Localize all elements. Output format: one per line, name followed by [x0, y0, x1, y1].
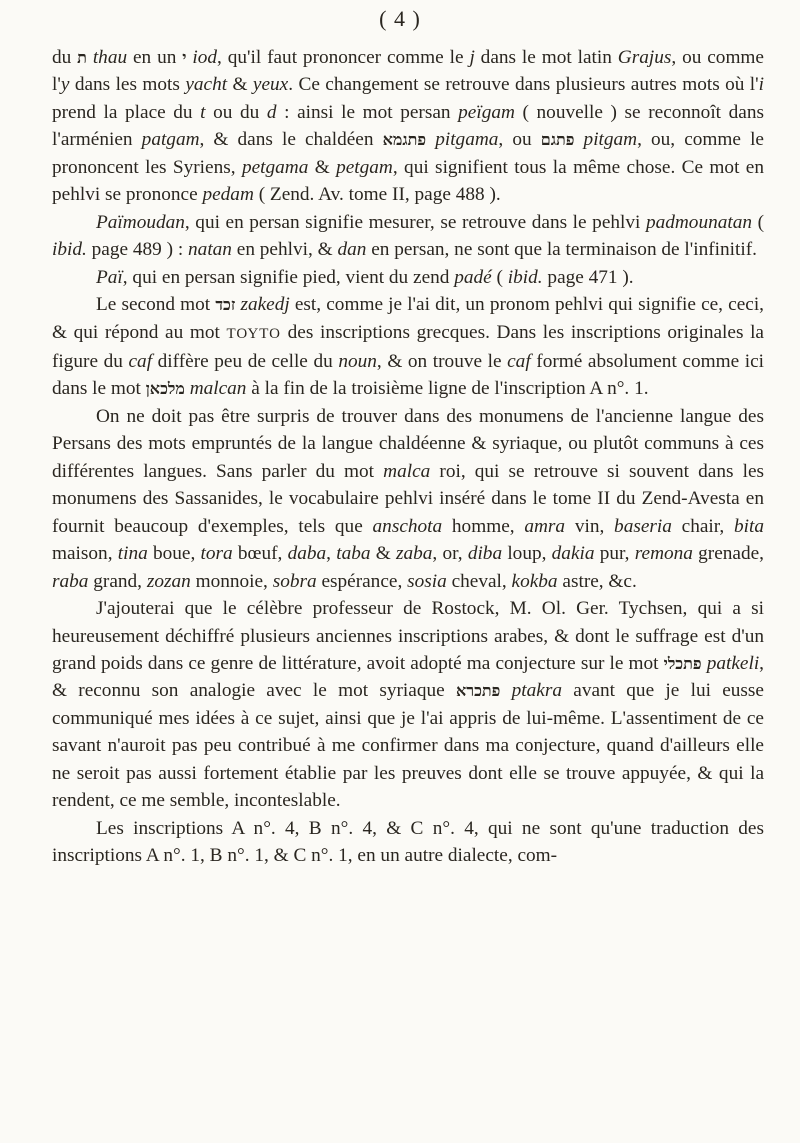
- text-run: espérance,: [316, 570, 408, 592]
- text-run: grand,: [88, 570, 147, 592]
- text-run: chair,: [671, 515, 734, 537]
- text-run: page 471 ).: [542, 266, 634, 288]
- italic-word: caf: [507, 350, 531, 372]
- text-run: en persan, ne sont que la terminaison de l'infinitif.: [366, 239, 757, 261]
- text-run: dans les mots: [69, 74, 186, 96]
- hebrew-word: פתכלי: [663, 653, 702, 673]
- text-run: du: [52, 47, 78, 68]
- italic-word: iod: [192, 47, 217, 68]
- text-run: avant que je lui eusse communiqué mes idées à ce sujet, ainsi que je l'ai appris de lui-même. L'assentiment de ce savant n'auroit pas peu contribué à me confirmer dans ma conjecture, quand d'ailleurs elle ne seroit pas aussi fortement établie par les preuves dont elle se trouve appuyée, & qui la rendent, ce me semble, inconteslable.: [52, 680, 764, 812]
- text-run: On ne doit pas être surpris de trouver dans des monumens de l'ancienne langue des Persans des mots empruntés de la langue chaldéenne & syriaque, ou plutôt communs à ces différentes langues. Sans parler du mot: [52, 405, 764, 482]
- text-run: . Ce changement se retrouve dans plusieurs autres mots où l': [288, 74, 759, 96]
- text-run: monnoie,: [190, 570, 273, 592]
- text-run: , ou comme l': [52, 47, 764, 96]
- italic-word: caf: [128, 350, 153, 372]
- text-run: , & on trouve le: [376, 350, 508, 372]
- text-run: en un: [127, 47, 183, 68]
- italic-word: noun: [338, 350, 377, 372]
- paragraph-3: [52, 264, 764, 291]
- text-run: prend la place du: [52, 101, 201, 123]
- text-run: , ou, comme le prononcent les Syriens,: [52, 129, 764, 178]
- text-run: ou du: [205, 101, 267, 123]
- italic-word: tora: [200, 543, 233, 565]
- paragraph-7: [52, 815, 764, 870]
- italic-word: padé: [454, 266, 492, 288]
- italic-word: daba: [287, 543, 327, 565]
- italic-word: zozan: [146, 570, 191, 592]
- text-run: bœuf,: [232, 543, 288, 565]
- text-run: astre, &c.: [557, 570, 637, 592]
- italic-word: bita: [734, 515, 764, 537]
- italic-word: malca: [383, 460, 431, 482]
- italic-word: kokba: [511, 570, 558, 592]
- paragraph-6: [52, 595, 764, 815]
- italic-word: pitgam: [583, 129, 638, 151]
- text-run: , qui signifient tous la même chose. Ce mot en pehlvi se prononce: [52, 156, 764, 206]
- italic-word: yeux: [252, 74, 289, 96]
- text-run: boue,: [147, 543, 201, 565]
- text-run: homme,: [442, 515, 525, 537]
- greek-word: ΤΟΥΤΟ: [226, 325, 282, 342]
- italic-word: remona: [634, 543, 693, 565]
- hebrew-word: פתגמא: [382, 130, 427, 150]
- text-run: , ou: [498, 129, 541, 151]
- italic-word: dan: [337, 239, 367, 261]
- text-run: page 489 ) :: [86, 239, 189, 261]
- italic-word: petgama: [241, 156, 309, 178]
- hebrew-word: זכד: [215, 295, 236, 315]
- italic-word: thau: [92, 47, 128, 68]
- italic-word: Paï: [96, 266, 123, 288]
- text-run: formé absolument comme ici dans le mot: [52, 350, 764, 400]
- italic-word: taba: [336, 543, 371, 565]
- text-run: pur,: [594, 543, 635, 565]
- text-run: &: [227, 74, 253, 96]
- text-run: , or,: [432, 543, 468, 565]
- italic-word: malcan: [189, 378, 247, 400]
- text-run: [500, 680, 511, 701]
- italic-word: ibid.: [52, 239, 87, 261]
- text-run: ( Zend. Av. tome II, page 488 ).: [253, 184, 501, 206]
- text-run: en pehlvi, &: [231, 239, 338, 261]
- italic-word: diba: [467, 543, 503, 565]
- italic-word: anschota: [372, 515, 443, 537]
- italic-word: baseria: [614, 515, 672, 537]
- text-run: , & reconnu son analogie avec le mot syriaque: [52, 652, 764, 702]
- text-run: &: [370, 543, 396, 565]
- text-run: , qu'il faut prononcer comme le: [217, 47, 470, 68]
- paragraph-1: [52, 44, 764, 209]
- italic-word: t: [200, 101, 206, 123]
- text-run: Les inscriptions A n°. 4, B n°. 4, & C n°. 4, qui ne sont qu'une traduction des inscriptions A n°. 1, B n°. 1, & C n°. 1, en un autre dialecte, com-: [52, 817, 764, 867]
- italic-word: ptakra: [511, 680, 562, 702]
- text-run: , & dans le chaldéen: [199, 129, 383, 151]
- hebrew-word: פתגם: [540, 130, 575, 150]
- text-run: dans le mot latin: [474, 47, 618, 68]
- text-run: roi, qui se retrouve si souvent dans les monumens des Sassanides, le vocabulaire pehlvi inséré dans le tome II du Zend-Avesta en fournit beaucoup d'exemples, tels que: [52, 460, 765, 537]
- italic-word: amra: [524, 515, 566, 537]
- hebrew-word: מלכאן: [145, 379, 185, 399]
- italic-word: Païmoudan: [96, 211, 185, 233]
- text-run: [574, 129, 583, 150]
- text-run: cheval,: [446, 570, 512, 592]
- page-number: ( 4 ): [379, 6, 421, 31]
- text-run: ,: [326, 543, 337, 565]
- hebrew-word: י: [182, 48, 187, 67]
- text-run: J'ajouterai que le célèbre professeur de Rostock, M. Ol. Ger. Tychsen, qui a si heureusement déchiffré plusieurs anciennes inscriptions arabes, & dont le suffrage est d'un grand poids dans ce genre de littérature, avoit adopté ma conjecture sur le mot: [52, 598, 764, 674]
- text-run: : ainsi le mot persan: [276, 101, 459, 123]
- italic-word: sobra: [272, 570, 317, 592]
- italic-word: y: [60, 74, 70, 96]
- italic-word: d: [266, 101, 277, 123]
- italic-word: zaba: [395, 543, 433, 565]
- paragraph-5: [52, 403, 764, 595]
- italic-word: raba: [52, 570, 89, 592]
- text-run: [426, 129, 435, 150]
- italic-word: pedam: [202, 184, 254, 206]
- italic-word: dakia: [551, 543, 595, 565]
- italic-word: tina: [117, 543, 148, 565]
- text-run: est, comme je l'ai dit, un pronom pehlvi qui signifie ce, ceci, & qui répond au mot: [52, 294, 764, 343]
- italic-word: natan: [188, 239, 232, 261]
- text-run: (: [752, 211, 764, 233]
- italic-word: petgam: [336, 156, 393, 178]
- text-run: Le second mot: [96, 294, 216, 316]
- text-run: des inscriptions grecques. Dans les inscriptions originales la figure du: [52, 321, 764, 372]
- text-run: ( nouvelle ) se reconnoît dans l'arménien: [52, 101, 764, 151]
- italic-word: sosia: [407, 570, 447, 592]
- text-run: grenade,: [692, 543, 764, 565]
- text-run: vin,: [565, 515, 615, 537]
- italic-word: padmounatan: [645, 211, 752, 233]
- italic-word: peïgam: [458, 101, 515, 123]
- text-run: maison,: [52, 543, 118, 565]
- italic-word: zakedj: [240, 294, 290, 316]
- italic-word: yacht: [185, 74, 228, 96]
- paragraph-4: [52, 291, 764, 403]
- italic-word: Grajus: [617, 47, 672, 68]
- paragraph-2: [52, 209, 764, 264]
- italic-word: ibid.: [507, 266, 543, 288]
- text-run: , qui en persan signifie pied, vient du zend: [122, 266, 455, 288]
- italic-word: patkeli: [706, 652, 760, 674]
- text-run: à la fin de la troisième ligne de l'inscription A n°. 1.: [246, 378, 649, 400]
- italic-word: patgam: [141, 129, 200, 151]
- body-text: [52, 44, 764, 870]
- hebrew-word: ת: [77, 48, 87, 67]
- hebrew-word: פתכרא: [455, 681, 501, 701]
- italic-word: j: [469, 47, 475, 68]
- text-run: &: [308, 156, 337, 178]
- text-run: loup,: [502, 543, 552, 565]
- text-run: (: [491, 266, 508, 288]
- text-run: , qui en persan signifie mesurer, se retrouve dans le pehlvi: [184, 211, 646, 233]
- italic-word: i: [758, 74, 764, 96]
- italic-word: pitgama: [435, 129, 499, 151]
- text-run: diffère peu de celle du: [152, 350, 339, 372]
